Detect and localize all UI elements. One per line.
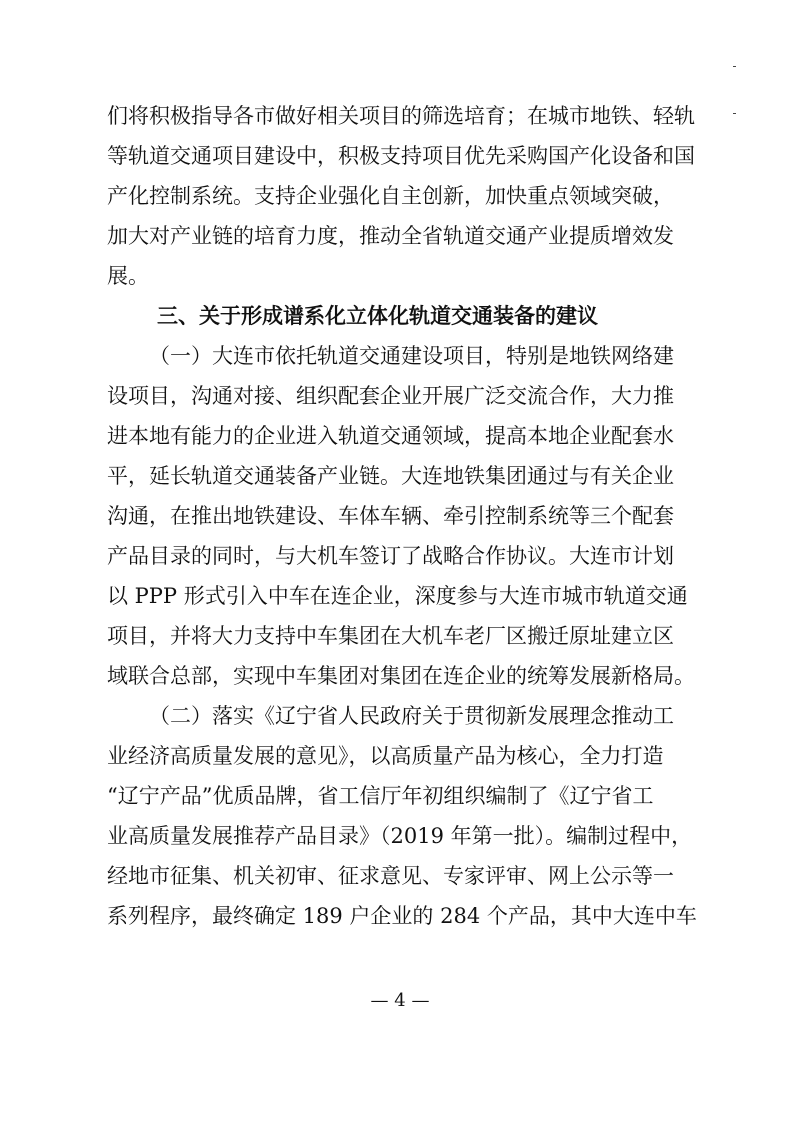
page-number: — 4 — (370, 990, 430, 1011)
body-text-line: 域联合总部，实现中车集团对集团在连企业的统筹发展新格局。 (107, 664, 695, 688)
body-text-line: 业高质量发展推荐产品目录》（2019 年第一批）。编制过程中， (107, 824, 693, 848)
body-text-line: （二）落实《辽宁省人民政府关于贯彻新发展理念推动工 (149, 704, 674, 728)
margin-mark (733, 66, 736, 67)
body-text-line: “辽宁产品”优质品牌，省工信厅年初组织编制了《辽宁省工 (107, 784, 654, 808)
body-text-line: 设项目，沟通对接、组织配套企业开展广泛交流合作，大力推 (107, 384, 674, 408)
body-text-line: 进本地有能力的企业进入轨道交通领域，提高本地企业配套水 (107, 424, 674, 448)
body-text-line: 系列程序，最终确定 189 户企业的 284 个产品，其中大连中车 (107, 904, 697, 928)
body-text-line: 业经济高质量发展的意见》，以高质量产品为核心，全力打造 (107, 744, 664, 768)
body-text-line: 们将积极指导各市做好相关项目的筛选培育；在城市地铁、轻轨 (107, 104, 695, 128)
body-text-line: 加大对产业链的培育力度，推动全省轨道交通产业提质增效发 (107, 224, 674, 248)
section-heading: 三、关于形成谱系化立体化轨道交通装备的建议 (157, 304, 598, 328)
body-text-line: 产化控制系统。支持企业强化自主创新，加快重点领域突破， (107, 184, 674, 208)
body-text-line: 项目，并将大力支持中车集团在大机车老厂区搬迁原址建立区 (107, 624, 674, 648)
body-text-line: 平，延长轨道交通装备产业链。大连地铁集团通过与有关企业 (107, 464, 674, 488)
body-text-line: 等轨道交通项目建设中，积极支持项目优先采购国产化设备和国 (107, 144, 695, 168)
body-text-line: 以 PPP 形式引入中车在连企业，深度参与大连市城市轨道交通 (107, 584, 688, 608)
body-text-line: 展。 (107, 264, 149, 288)
body-text-line: （一）大连市依托轨道交通建设项目，特别是地铁网络建 (149, 344, 674, 368)
body-text-line: 沟通，在推出地铁建设、车体车辆、牵引控制系统等三个配套 (107, 504, 674, 528)
body-text-line: 产品目录的同时，与大机车签订了战略合作协议。大连市计划 (107, 544, 674, 568)
body-text-line: 经地市征集、机关初审、征求意见、专家评审、网上公示等一 (107, 864, 674, 888)
margin-mark (733, 113, 736, 114)
